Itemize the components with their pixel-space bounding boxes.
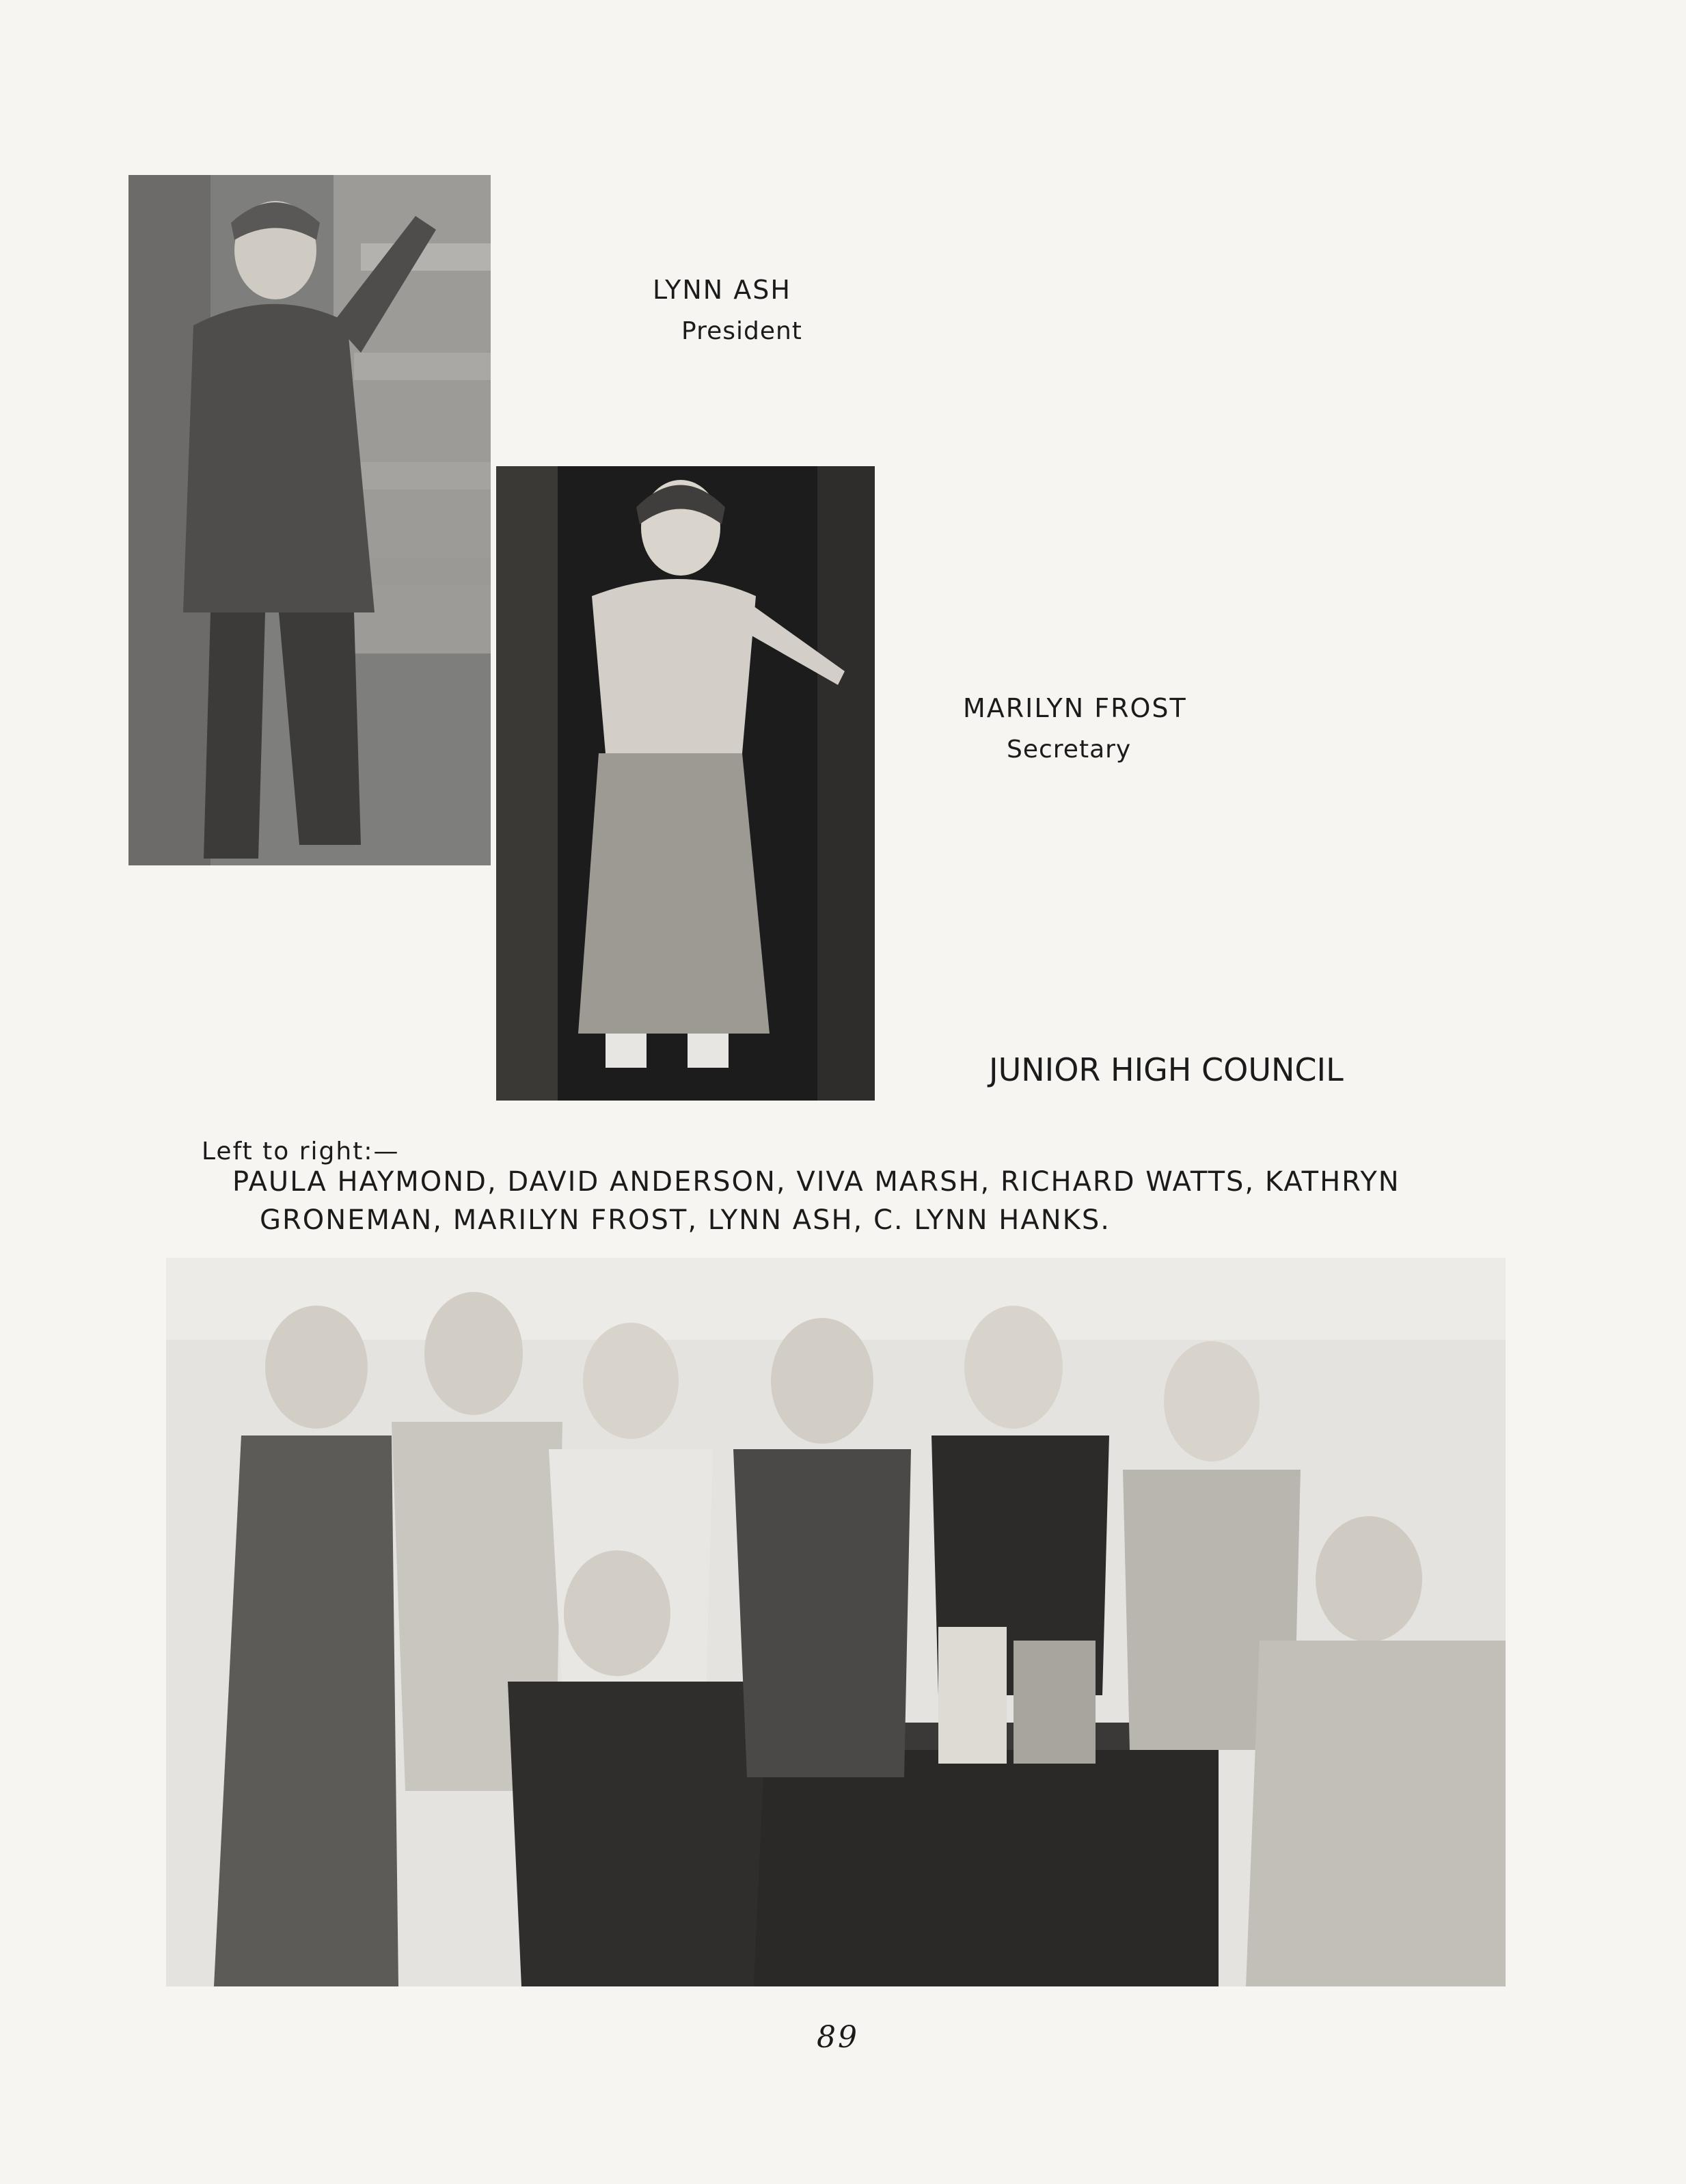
member-names-line-2: GRONEMAN, MARILYN FROST, LYNN ASH, C. LYNN HANKS. (260, 1204, 1111, 1236)
president-name: LYNN ASH (653, 275, 791, 305)
president-photo (128, 175, 491, 865)
member-names-line-1: PAULA HAYMOND, DAVID ANDERSON, VIVA MARSH, RICHARD WATTS, KATHRYN (232, 1166, 1400, 1198)
caption-label: Left to right:— (202, 1137, 400, 1165)
secretary-role: Secretary (1007, 736, 1132, 764)
page-number: 89 (817, 2020, 859, 2055)
president-role: President (681, 317, 802, 345)
secretary-name: MARILYN FROST (963, 693, 1187, 723)
council-group-photo (166, 1258, 1506, 1986)
secretary-photo (491, 461, 875, 1101)
council-title: JUNIOR HIGH COUNCIL (989, 1051, 1344, 1088)
